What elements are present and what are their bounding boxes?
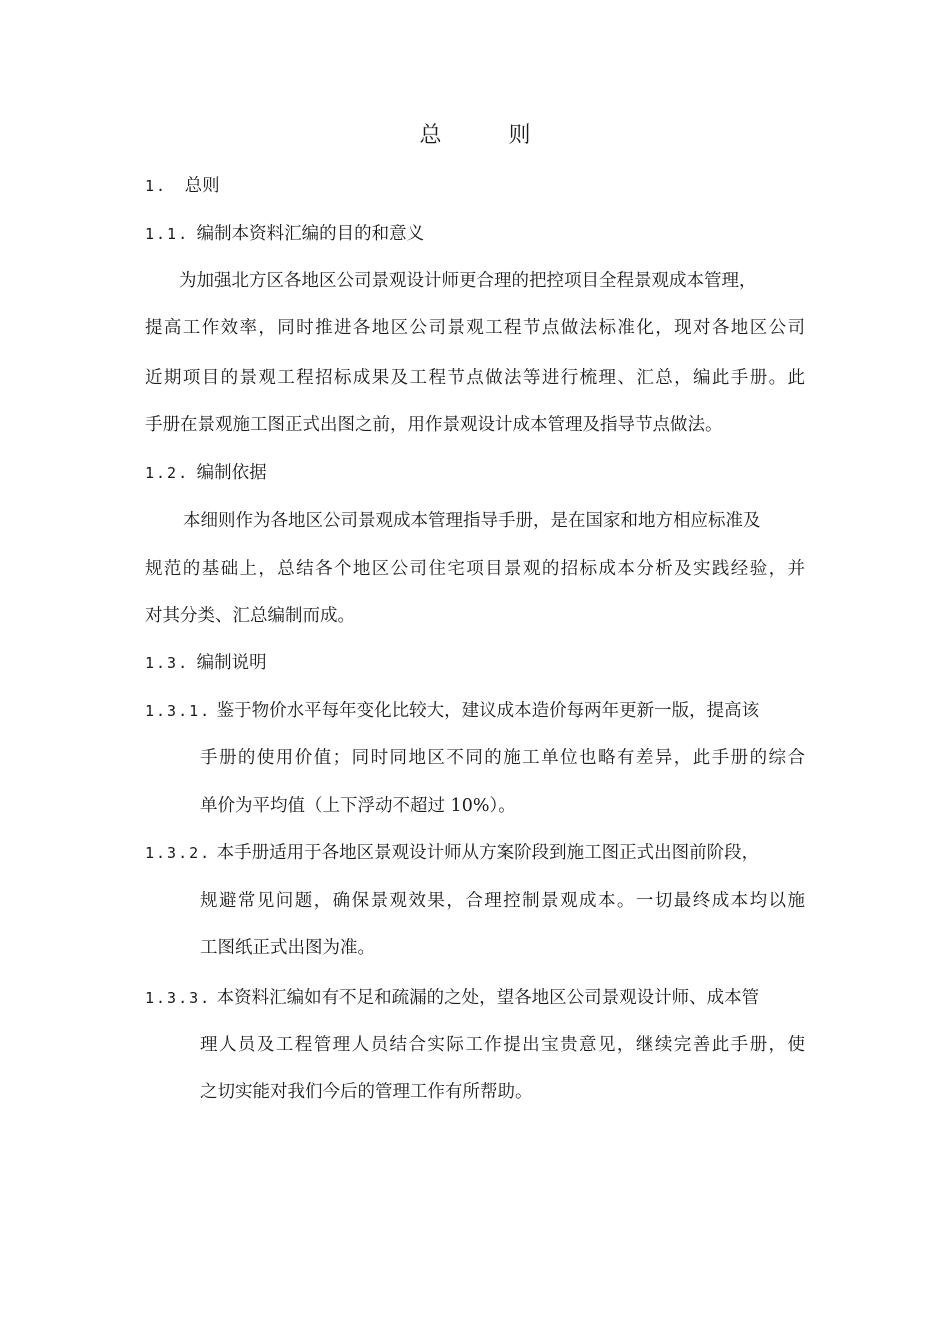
heading-1-2 bbox=[145, 461, 267, 485]
paragraph-2-line-2: 规范的基础上，总结各个地区公司住宅项目景观的招标成本分析及实践经验，并 bbox=[145, 559, 805, 579]
item-1-3-1-line-1 bbox=[145, 699, 759, 723]
item-1-3-1-line-2: 手册的使用价值；同时同地区不同的施工单位也略有差异，此手册的综合 bbox=[200, 748, 805, 768]
heading-1 bbox=[145, 174, 220, 198]
paragraph-1-line-2: 提高工作效率，同时推进各地区公司景观工程节点做法标准化，现对各地区公司 bbox=[145, 318, 805, 338]
heading-1-3 bbox=[145, 651, 267, 675]
paragraph-2-line-1: 本细则作为各地区公司景观成本管理指导手册，是在国家和地方相应标准及 bbox=[183, 511, 761, 531]
item-1-3-1-number: 1.3.1. bbox=[145, 702, 212, 720]
item-1-3-2-line-3: 工图纸正式出图为准。 bbox=[200, 938, 375, 958]
item-1-3-2-text: 本手册适用于各地区景观设计师从方案阶段到施工图正式出图前阶段， bbox=[216, 843, 760, 863]
heading-1-2-number: 1.2. bbox=[145, 464, 190, 482]
heading-1-3-number: 1.3. bbox=[145, 654, 190, 672]
heading-1-2-text: 编制依据 bbox=[196, 463, 267, 483]
item-1-3-3-line-2: 理人员及工程管理人员结合实际工作提出宝贵意见，继续完善此手册，使 bbox=[200, 1035, 805, 1055]
item-1-3-3-number: 1.3.3. bbox=[145, 989, 212, 1007]
item-1-3-3-text: 本资料汇编如有不足和疏漏的之处，望各地区公司景观设计师、成本管 bbox=[216, 988, 760, 1008]
heading-1-3-text: 编制说明 bbox=[196, 653, 267, 673]
heading-1-number: 1. bbox=[145, 177, 168, 195]
heading-1-text: 总则 bbox=[184, 176, 220, 196]
paragraph-1-line-1: 为加强北方区各地区公司景观设计师更合理的把控项目全程景观成本管理， bbox=[179, 271, 757, 291]
heading-1-1-text: 编制本资料汇编的目的和意义 bbox=[196, 224, 425, 244]
item-1-3-3-line-3: 之切实能对我们今后的管理工作有所帮助。 bbox=[200, 1082, 533, 1102]
item-1-3-3-line-1 bbox=[145, 986, 759, 1010]
item-1-3-2-line-2: 规避常见问题，确保景观效果，合理控制景观成本。一切最终成本均以施 bbox=[200, 891, 805, 911]
item-1-3-2-line-1 bbox=[145, 841, 759, 865]
page-title: 总 则 bbox=[419, 123, 561, 148]
heading-1-1 bbox=[145, 222, 424, 246]
paragraph-2-line-3: 对其分类、汇总编制而成。 bbox=[145, 606, 355, 626]
item-1-3-1-line-3: 单价为平均值（上下浮动不超过 10%）。 bbox=[200, 796, 516, 816]
item-1-3-1-text: 鉴于物价水平每年变化比较大，建议成本造价每两年更新一版，提高该 bbox=[216, 701, 760, 721]
paragraph-1-line-3: 近期项目的景观工程招标成果及工程节点做法等进行梳理、汇总，编此手册。此 bbox=[145, 368, 805, 388]
paragraph-1-line-4: 手册在景观施工图正式出图之前，用作景观设计成本管理及指导节点做法。 bbox=[145, 415, 723, 435]
item-1-3-2-number: 1.3.2. bbox=[145, 844, 212, 862]
heading-1-1-number: 1.1. bbox=[145, 225, 190, 243]
